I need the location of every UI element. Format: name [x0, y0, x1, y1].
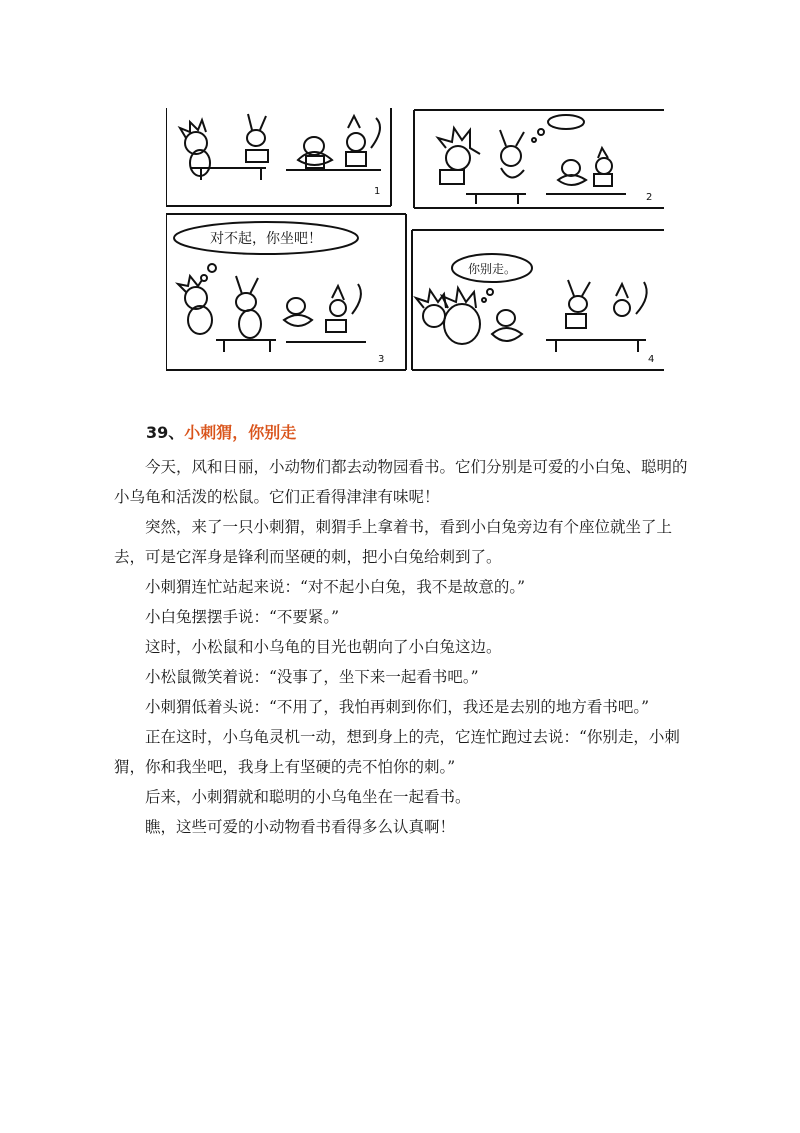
speech-bubble-panel-4: 你别走。	[467, 262, 517, 276]
speech-bubble-panel-3: 对不起，你坐吧！	[210, 231, 322, 247]
paragraph: 今天，风和日丽，小动物们都去动物园看书。它们分别是可爱的小白兔、聪明的小乌龟和活泼的松鼠。它们正看得津津有味呢！	[114, 458, 688, 506]
paragraph: 小白兔摆摆手说：“不要紧。”	[145, 608, 340, 626]
story-body	[114, 452, 694, 842]
panel-number-4: 4	[648, 354, 655, 365]
paragraph: 小刺猬连忙站起来说：“对不起小白兔，我不是故意的。”	[145, 578, 526, 596]
comic-strip	[166, 108, 664, 376]
panel-2	[414, 110, 664, 208]
panel-4	[412, 230, 664, 370]
paragraph: 后来，小刺猬就和聪明的小乌龟坐在一起看书。	[145, 788, 471, 806]
panel-number-3: 3	[378, 354, 385, 365]
story-title: 小刺猬，你别走	[184, 423, 297, 442]
paragraph: 突然，来了一只小刺猬，刺猬手上拿着书，看到小白兔旁边有个座位就坐了上去，可是它浑身是锋利而坚硬的刺，把小白兔给刺到了。	[114, 518, 673, 566]
story-heading	[146, 420, 296, 443]
story-number: 39、	[146, 423, 185, 442]
paragraph: 瞧，这些可爱的小动物看书看得多么认真啊！	[145, 818, 456, 836]
paragraph: 小刺猬低着头说：“不用了，我怕再刺到你们，我还是去别的地方看书吧。”	[145, 698, 650, 716]
paragraph: 正在这时，小乌龟灵机一动，想到身上的壳，它连忙跑过去说：“你别走，小刺猬，你和我坐吧，我身上有坚硬的壳不怕你的刺。”	[114, 728, 680, 776]
panel-1	[166, 108, 391, 206]
panel-number-2: 2	[646, 192, 653, 203]
panel-number-1: 1	[374, 186, 381, 197]
paragraph: 小松鼠微笑着说：“没事了，坐下来一起看书吧。”	[145, 668, 479, 686]
paragraph: 这时，小松鼠和小乌龟的目光也朝向了小白兔这边。	[145, 638, 502, 656]
